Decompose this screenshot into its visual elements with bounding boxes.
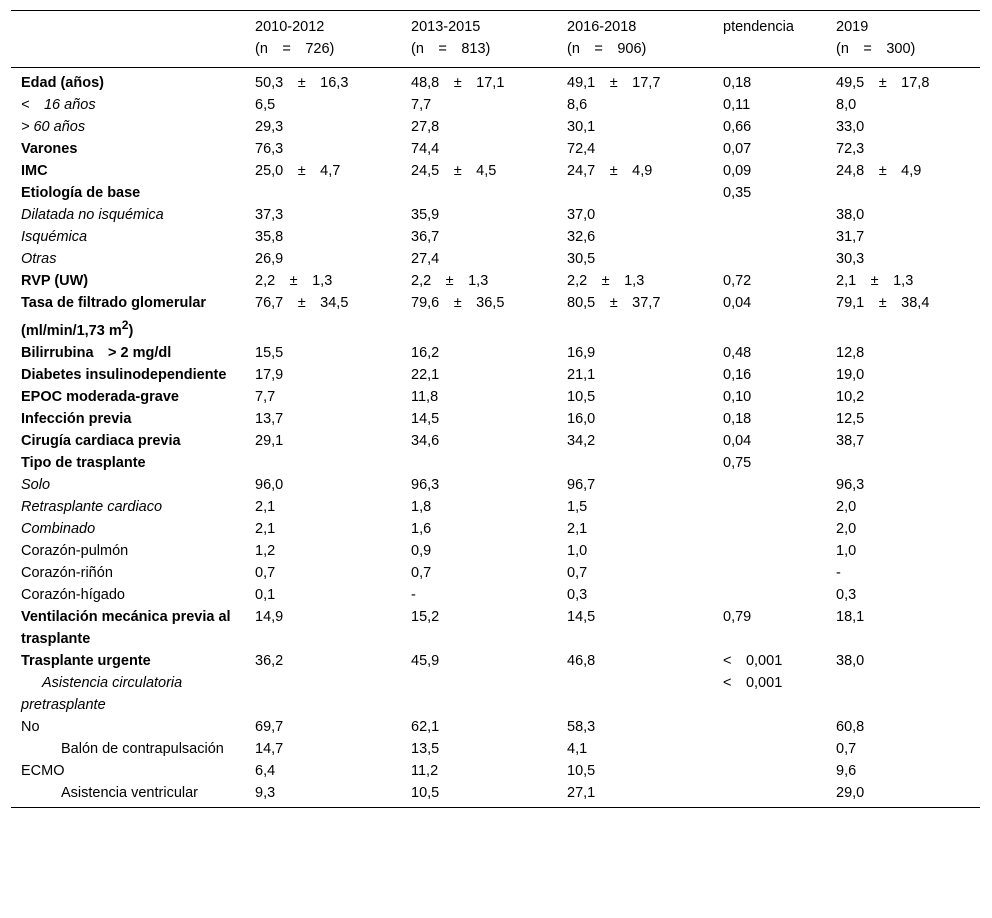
cell-2019: 2,1 ± 1,3 [836,273,914,289]
cell-2010-2012: 76,3 [255,141,284,157]
cell-ptendencia: 0,16 [723,366,752,383]
header-col-2013-2015: 2013-2015 (n = 813) [411,19,491,57]
cell-ptendencia [713,562,826,584]
cell-2010-2012: 25,0 ± 4,7 [255,163,341,179]
cell-ptendencia: 0,10 [723,388,752,405]
cell-2016-2018: 1,0 [567,542,588,559]
cell-2013-2015: 35,9 [411,207,440,223]
cell-2010-2012 [245,672,401,716]
cell-2016-2018: 21,1 [567,366,596,383]
cell-2019: 49,5 ± 17,8 [836,75,930,91]
cell-2013-2015 [401,452,557,474]
table-row [11,160,980,182]
table-row [11,138,980,160]
table-row [11,182,980,204]
row-label: No [21,718,40,735]
row-label: Infección previa [21,410,132,427]
row-label: Tipo de trasplante [21,454,146,471]
cell-2016-2018: 34,2 [567,432,596,449]
cell-ptendencia [713,248,826,270]
table-row [11,606,980,650]
cell-ptendencia [713,226,826,248]
cell-2019: 31,7 [836,229,865,245]
cell-2013-2015: 27,8 [411,119,440,135]
table-row [11,116,980,138]
table-row [11,650,980,672]
cell-2013-2015: 0,9 [411,542,432,559]
cell-2016-2018: 27,1 [567,784,596,801]
cell-2010-2012 [245,452,401,474]
row-label: > 60 años [21,119,86,135]
cell-2019: 38,0 [836,652,865,669]
row-label: Combinado [21,520,96,537]
table-row [11,474,980,496]
row-label: Trasplante urgente [21,652,151,669]
cell-ptendencia: 0,79 [723,608,752,625]
table-row [11,584,980,606]
row-label: IMC [21,163,48,179]
cell-2013-2015: 24,5 ± 4,5 [411,163,497,179]
cell-2013-2015: - [411,586,416,603]
cell-ptendencia [713,518,826,540]
cell-2019: 9,6 [836,762,857,779]
cell-2010-2012: 6,4 [255,762,276,779]
cell-ptendencia [713,584,826,606]
cell-2019: 29,0 [836,784,865,801]
cell-2019: - [836,564,841,581]
cell-2013-2015: 15,2 [411,608,440,625]
cell-2013-2015: 7,7 [411,97,432,113]
row-label: Etiología de base [21,185,141,201]
cell-2016-2018: 0,3 [567,586,588,603]
cell-2013-2015: 62,1 [411,718,440,735]
row-label: Varones [21,141,78,157]
header-col-2010-2012: 2010-2012 (n = 726) [255,19,335,57]
cell-2010-2012: 2,1 [255,498,276,515]
cell-2010-2012: 35,8 [255,229,284,245]
row-label: Asistencia ventricular [61,784,198,801]
header-col-2016-2018: 2016-2018 (n = 906) [567,19,647,57]
cell-2010-2012: 50,3 ± 16,3 [255,75,349,91]
cell-ptendencia: < 0,001 [723,652,783,669]
cell-2019 [826,452,980,474]
cell-2019: 18,1 [836,608,865,625]
cell-2019: 30,3 [836,251,865,267]
row-label: EPOC moderada-grave [21,388,179,405]
cell-2016-2018: 16,9 [567,344,596,361]
cell-2013-2015: 36,7 [411,229,440,245]
row-label: Asistencia circulatoria pretrasplante [21,674,183,713]
cell-2016-2018: 4,1 [567,740,588,757]
cell-2019: 12,8 [836,344,865,361]
cell-2016-2018: 30,1 [567,119,596,135]
cell-2016-2018: 16,0 [567,410,596,427]
cell-ptendencia: 0,09 [723,163,752,179]
data-table [11,10,980,808]
cell-2019: 72,3 [836,141,865,157]
cell-2013-2015: 11,2 [411,762,439,779]
cell-2010-2012: 7,7 [255,388,276,405]
cell-2013-2015: 2,2 ± 1,3 [411,273,489,289]
table-row [11,540,980,562]
cell-2016-2018: 10,5 [567,762,596,779]
cell-ptendencia [713,540,826,562]
cell-ptendencia [713,760,826,782]
cell-ptendencia: 0,07 [723,141,752,157]
cell-2013-2015: 74,4 [411,141,440,157]
cell-2010-2012: 36,2 [255,652,284,669]
table-row [11,496,980,518]
cell-2019: 0,7 [836,740,857,757]
table-row [11,452,980,474]
cell-ptendencia [713,782,826,808]
cell-2013-2015: 48,8 ± 17,1 [411,75,505,91]
cell-2010-2012: 37,3 [255,207,284,223]
cell-2010-2012: 1,2 [255,542,276,559]
row-label: Retrasplante cardiaco [21,498,163,515]
cell-2010-2012: 0,1 [255,586,276,603]
cell-2010-2012: 2,1 [255,520,276,537]
cell-ptendencia: 0,11 [723,97,751,113]
table-row [11,760,980,782]
table-row [11,386,980,408]
cell-2010-2012: 29,3 [255,119,284,135]
cell-2016-2018: 1,5 [567,498,588,515]
cell-ptendencia [713,716,826,738]
table-row [11,226,980,248]
cell-2010-2012 [245,182,401,204]
row-label: Isquémica [21,229,88,245]
row-label: Balón de contrapulsación [61,740,224,757]
row-label: Tasa de filtrado glomerular (ml/min/1,73 $m^2$) [21,295,207,339]
cell-2016-2018: 10,5 [567,388,596,405]
cell-2013-2015: 45,9 [411,652,440,669]
cell-2016-2018: 49,1 ± 17,7 [567,75,661,91]
header-blank [11,11,245,68]
row-label: Cirugía cardiaca previa [21,432,181,449]
cell-2016-2018: 14,5 [567,608,596,625]
cell-2019: 12,5 [836,410,865,427]
cell-2010-2012: 6,5 [255,97,276,113]
cell-2016-2018: 46,8 [567,652,596,669]
cell-2013-2015: 0,7 [411,564,432,581]
cell-2019 [826,672,980,716]
cell-2016-2018: 2,2 ± 1,3 [567,273,645,289]
cell-ptendencia: 0,04 [723,295,752,311]
cell-ptendencia: 0,75 [723,454,752,471]
table-row [11,94,980,116]
cell-2013-2015 [401,182,557,204]
cell-2019: 96,3 [836,476,865,493]
cell-2016-2018: 8,6 [567,97,588,113]
table-row [11,204,980,226]
cell-2016-2018: 2,1 [567,520,588,537]
cell-2013-2015: 79,6 ± 36,5 [411,295,505,311]
cell-2019: 2,0 [836,520,857,537]
cell-2013-2015: 34,6 [411,432,440,449]
cell-2019: 8,0 [836,97,857,113]
row-label: Diabetes insulinodependiente [21,366,227,383]
table-row [11,430,980,452]
table-row [11,68,980,95]
cell-2016-2018: 58,3 [567,718,596,735]
cell-2013-2015: 16,2 [411,344,440,361]
cell-2016-2018: 0,7 [567,564,588,581]
row-label: Bilirrubina > 2 mg/dl [21,344,172,361]
table-row [11,248,980,270]
cell-ptendencia: 0,72 [723,273,752,289]
cell-2019: 0,3 [836,586,857,603]
row-label: Dilatada no isquémica [21,207,164,223]
row-label: < 16 años [21,97,96,113]
cell-2010-2012: 9,3 [255,784,276,801]
cell-2019 [826,182,980,204]
cell-2013-2015: 22,1 [411,366,440,383]
table-row [11,672,980,716]
cell-ptendencia: 0,04 [723,432,752,449]
table-row [11,408,980,430]
table-row [11,292,980,342]
row-label: Otras [21,251,57,267]
cell-2016-2018: 32,6 [567,229,596,245]
cell-2013-2015 [401,672,557,716]
cell-ptendencia: 0,18 [723,75,752,91]
cell-2013-2015: 1,6 [411,520,432,537]
cell-ptendencia: 0,48 [723,344,752,361]
cell-2010-2012: 2,2 ± 1,3 [255,273,333,289]
cell-2013-2015: 1,8 [411,498,432,515]
cell-ptendencia [713,496,826,518]
cell-2019: 24,8 ± 4,9 [836,163,922,179]
cell-ptendencia: 0,18 [723,410,752,427]
cell-2019: 60,8 [836,718,865,735]
cell-2019: 38,0 [836,207,865,223]
row-label: Edad (años) [21,75,104,91]
table-row [11,716,980,738]
row-label: ECMO [21,762,65,779]
table-row [11,518,980,540]
row-label: RVP (UW) [21,273,89,289]
cell-2010-2012: 14,7 [255,740,284,757]
cell-2010-2012: 69,7 [255,718,284,735]
cell-2016-2018: 96,7 [567,476,596,493]
cell-2016-2018 [557,182,713,204]
table-row [11,562,980,584]
cell-ptendencia [713,204,826,226]
cell-2016-2018 [557,672,713,716]
table-row [11,342,980,364]
row-label: Ventilación mecánica previa al trasplante [21,608,231,647]
cell-2010-2012: 13,7 [255,410,284,427]
header-col-2019: 2019 (n = 300) [836,19,916,57]
cell-2013-2015: 96,3 [411,476,440,493]
cell-2019: 1,0 [836,542,857,559]
cell-2016-2018 [557,452,713,474]
cell-2019: 19,0 [836,366,865,383]
cell-ptendencia: 0,35 [723,185,752,201]
cell-2019: 79,1 ± 38,4 [836,295,930,311]
cell-2016-2018: 37,0 [567,207,596,223]
cell-2010-2012: 29,1 [255,432,284,449]
header-row [11,11,980,68]
cell-2010-2012: 76,7 ± 34,5 [255,295,349,311]
cell-2016-2018: 30,5 [567,251,596,267]
cell-2013-2015: 11,8 [411,388,439,405]
row-label: Solo [21,476,51,493]
cell-ptendencia [713,474,826,496]
cell-2010-2012: 17,9 [255,366,284,383]
cell-2016-2018: 80,5 ± 37,7 [567,295,661,311]
table-row [11,364,980,386]
cell-2013-2015: 27,4 [411,251,440,267]
cell-2016-2018: 24,7 ± 4,9 [567,163,653,179]
table-row [11,782,980,808]
row-label: Corazón-riñón [21,564,113,581]
cell-2013-2015: 10,5 [411,784,440,801]
cell-ptendencia [713,738,826,760]
table-row [11,738,980,760]
row-label: Corazón-pulmón [21,542,129,559]
cell-2013-2015: 13,5 [411,740,440,757]
cell-2010-2012: 96,0 [255,476,284,493]
header-col-ptendencia: ptendencia [723,19,794,35]
cell-2010-2012: 26,9 [255,251,284,267]
cell-2010-2012: 0,7 [255,564,276,581]
cell-ptendencia: 0,66 [723,119,752,135]
row-label: Corazón-hígado [21,586,125,603]
cell-2013-2015: 14,5 [411,410,440,427]
cell-2019: 33,0 [836,119,865,135]
cell-2010-2012: 15,5 [255,344,284,361]
table-row [11,270,980,292]
cell-2010-2012: 14,9 [255,608,284,625]
cell-2019: 10,2 [836,388,865,405]
cell-2019: 38,7 [836,432,865,449]
cell-ptendencia: < 0,001 [723,674,783,691]
cell-2019: 2,0 [836,498,857,515]
cell-2016-2018: 72,4 [567,141,596,157]
